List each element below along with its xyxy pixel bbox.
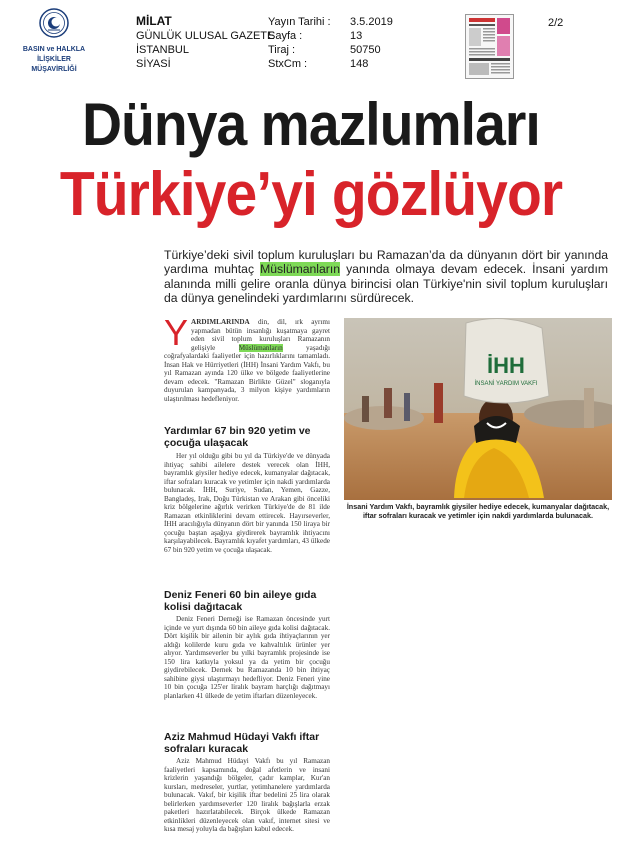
agency-name-line1: BASIN ve HALKLA İLİŞKİLER: [22, 46, 86, 63]
agency-logo: [6, 8, 102, 72]
intro-text-b: yaşadığı coğrafyalardaki faaliyetler için hazırlıklarını tamamladı. İnsan Hak ve Hürriyetleri (İHH) İnsani Yardım Vakfı, bu yıl Ramazan ayında 120 ülke ve bölgede faaliyetlerine devam edecek. "Ramazan Birlikte Güzel" sloganıyla duyurulan kampanyada, 3 milyon kişiye yardımların ulaştırılması hedefleniyor.: [164, 343, 330, 403]
newspaper-type: GÜNLÜK ULUSAL GAZETE: [136, 30, 275, 42]
lead-paragraph: [164, 248, 608, 305]
headline-line1: Dünya mazlumları: [82, 91, 540, 158]
subheading-ihh: Yardımlar 67 bin 920 yetim ve çocuğa ulaşacak: [164, 425, 311, 449]
agency-name-line2: MÜŞAVİRLİĞİ: [31, 66, 77, 73]
date-value: 3.5.2019: [350, 16, 393, 28]
date-label: Yayın Tarihi :: [268, 16, 331, 28]
stxcm-value: 148: [350, 58, 369, 70]
page-counter: 2/2: [548, 17, 564, 29]
sack-logo-text: İHH: [487, 353, 525, 378]
page-value: 13: [350, 30, 363, 42]
circulation-label: Tiraj :: [268, 44, 296, 56]
newspaper-section: SİYASİ: [136, 58, 171, 70]
intro-text-a: din, dil, ırk ayrımı yapmadan bütün insanlığı kuşatmaya gayret eden sivil toplum kuruluşları Ramazanın gelişiyle: [191, 318, 330, 352]
article-intro: [164, 312, 330, 403]
page-thumbnail-graphic: [466, 15, 513, 78]
paragraph-ihh: Her yıl olduğu gibi bu yıl da Türkiye'de ve dünyada ihtiyaç sahibi ailelere destek verecek olan İHH, bayramlık giysiler hediye edecek, kumanyalar dağıtacak, iftar sofraları kuracak ve yetimler için nakdi yardımlarda bulunacak. İHH, Suriye, Sudan, Yemen, Gazze, Bangladeş, Irak, Doğu Türkistan ve Arakan gibi önceliki kriz bölgelerine ağırlık verirken Türkiye'de de 81 ilde Ramazan etkinliklerini devam ettirecek. Hayırseverler, İHH aracılığıyla dünyanın dört bir yanında 150 liraya bir çocuğu baştan aşağıya giydirerek bayramlık ihtiyacını karşılayabilecek. Bayramlık kıyafet yardımları, 43 ülkede 67 bin 920 yetim ve çocuğa ulaşacak.: [164, 452, 330, 554]
lead-highlight: Müslümanların: [260, 262, 341, 277]
page-thumbnail[interactable]: [465, 14, 514, 79]
subheading-deniz-feneri: Deniz Feneri 60 bin aileye gıda kolisi dağıtacak: [164, 589, 317, 613]
headline-line2: Türkiye’yi gözlüyor: [59, 160, 563, 229]
sack-logo-subtext: İNSANİ YARDIM VAKFI: [474, 381, 538, 387]
agency-name: [6, 45, 102, 75]
page-label: Sayfa :: [268, 30, 303, 42]
stxcm-label: StxCm :: [268, 58, 308, 70]
newspaper-name: MİLAT: [136, 14, 172, 28]
intro-caps: ARDIMLARINDA: [191, 318, 250, 326]
intro-highlight: Müslümanların: [238, 343, 283, 352]
lead-text-start: Türkiye’deki sivil toplum kuruluşları bu Ramazan’da da dünyanın dört bir yanında yardıma muhtaç: [164, 248, 608, 277]
newspaper-city: İSTANBUL: [136, 44, 189, 56]
subheading-hudayi: Aziz Mahmud Hüdayi Vakfı iftar sofraları kuracak: [164, 731, 320, 755]
paragraph-hudayi: Aziz Mahmud Hüdayi Vakfı bu yıl Ramazan faaliyetleri kapsamında, doğal afetlerin ve insani krizlerin yaşandığı bölgeler, çadır kamplar, Kur'an kursları, medreseler, yurtlar, yetimhanelere yardımlarda bulunacak. Vakıf, bir kişilik iftar bedelini 25 lira olarak belirlerken yardımseverler 120 liralık bağışlarla erzak paketleri hazırlatabilecek. Birçok ülkede Ramazan etkinlikleri düzenleyecek olan vakıf, internet sitesi ve kısa mesaj yoluyla da bağışları kabul edecek.: [164, 757, 330, 833]
clipping-header: [0, 0, 622, 86]
dropcap-letter: Y: [164, 312, 189, 353]
paragraph-deniz-feneri: Deniz Feneri Derneği ise Ramazan öncesinde yurt içinde ve yurt dışında 60 bin aileye gıda kolisi dağıtacak. Dört kişilik bir ailenin bir aylık gıda ihtiyaçlarının yer aldığı kolilerde kuru gıda ve kahvaltılık ürünler yer alıyor. Yardımseverler bu yılki bayramlık projesinde ise 150 lira katkıyla yoksul ya da yetim bir çocuğu giydirebilecek. Dernek bu Ramazanda 10 bin ihtiyaç sahibine giysi ulaştırmayı hedefliyor. Deniz Feneri yine 10 bin çocuğa 125'er liralık bayram harçlığı dağıtmayı planlarken 41 ülkede de yetim iftarları düzenleyecek.: [164, 615, 330, 700]
circulation-value: 50750: [350, 44, 381, 56]
emblem-icon: [39, 8, 69, 38]
article-photo: [344, 318, 612, 500]
aid-recipient-photo: [344, 318, 612, 500]
photo-caption: İnsani Yardım Vakfı, bayramlık giysiler hediye edecek, kumanyalar dağıtacak, iftar sofraları kuracak ve yetimler için nakdi yardımlarda bulunacak.: [346, 502, 610, 520]
lead-text-end: yanında olmaya devam edecek. İnsani yardım alanında milli gelire oranla dünya birincisi olan Türkiye'nin sivil toplum kuruluşları da dünya genelindeki yardımlarını sürdürecek.: [164, 262, 609, 305]
